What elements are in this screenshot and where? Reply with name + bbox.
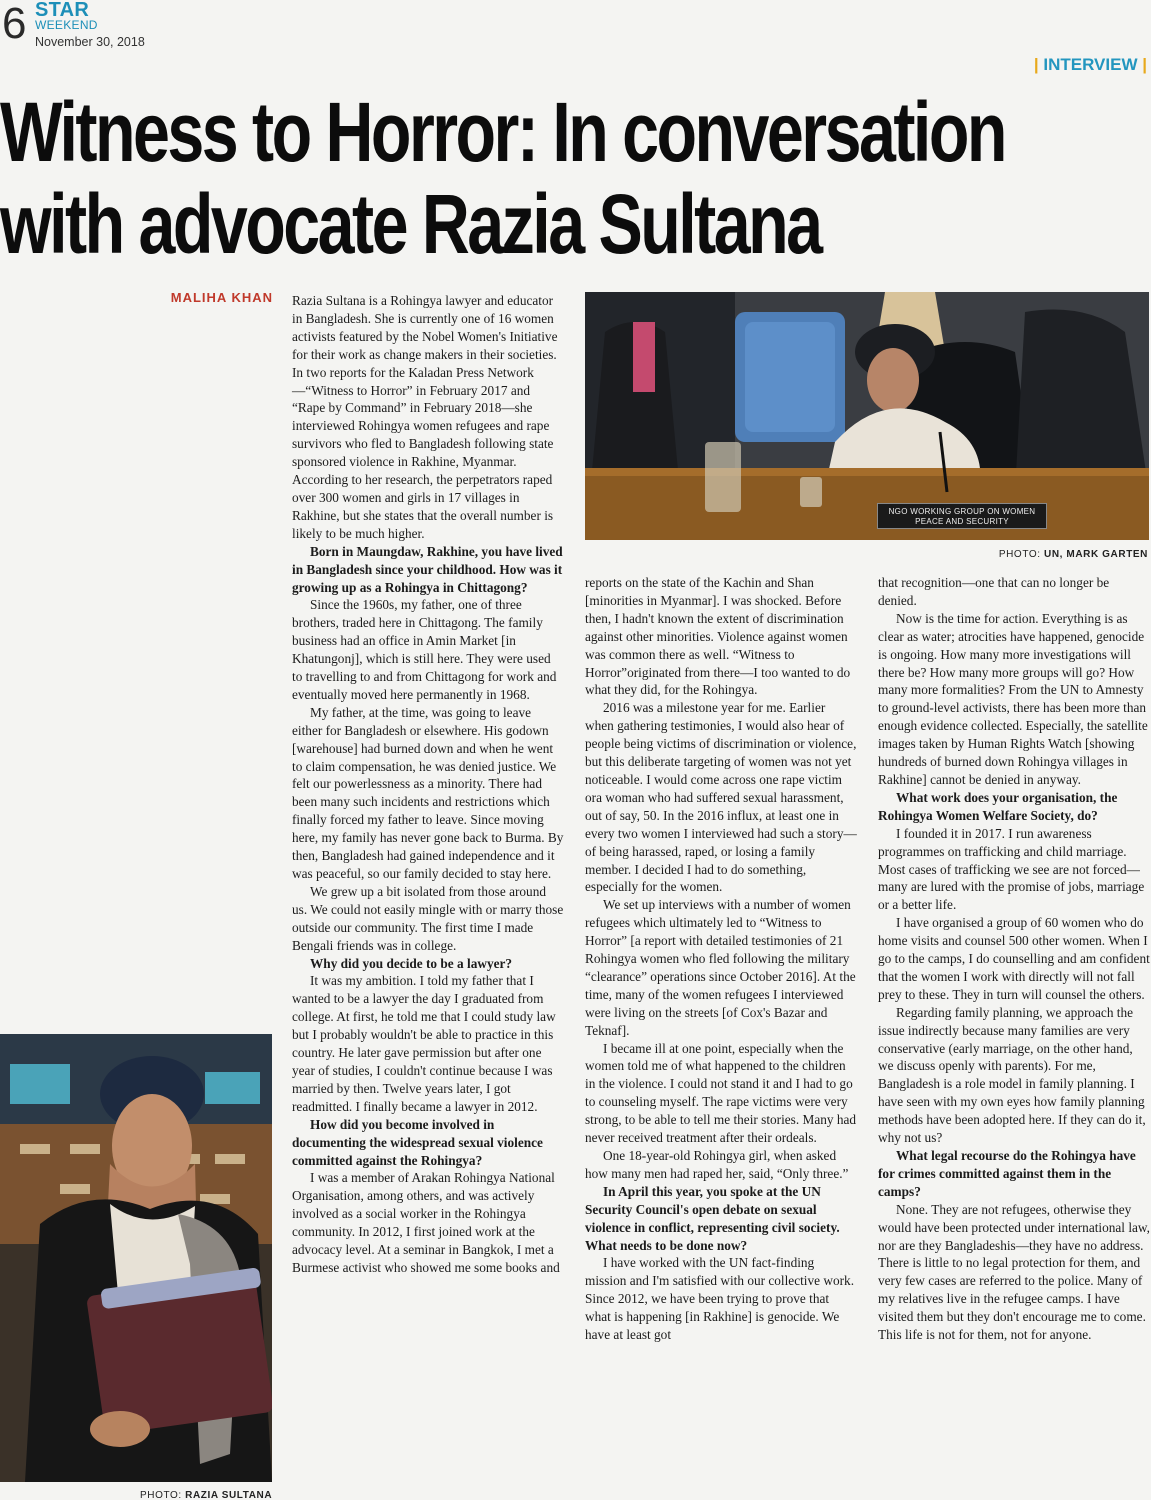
byline: MALIHA KHAN: [170, 290, 273, 305]
photo-portrait-illustration: [0, 1034, 272, 1482]
page-number: 6: [2, 0, 27, 48]
answer-paragraph: We set up interviews with a number of women refugees which ultimately led to “Witness to Horror” [a report with detailed testimonies of 21 Rohingya women who fled following the military “clearance” operations since October 2016]. At the time, many of the women refugees I interviewed were living on the streets [of Cox's Bazar and Teknaf].: [585, 897, 856, 1038]
photo-un-security-council: [585, 292, 1149, 540]
brand-logo: STAR: [35, 0, 90, 21]
article-column-3: [878, 574, 1150, 1344]
issue-date: November 30, 2018: [35, 35, 145, 49]
question-organisation: What work does your organisation, the Rohingya Women Welfare Society, do?: [878, 789, 1118, 823]
photo-credit-main: [999, 549, 1148, 561]
answer-paragraph: Regarding family planning, we approach the issue indirectly because many families are very conservative (early marriage, on the other hand, we discuss openly with parents). For me, Bangladesh is a role model in family planning. I have seen with my own eyes how family planning methods have been adopted here. If they can do it, why not us?: [878, 1004, 1146, 1146]
section-tag: [1034, 54, 1147, 76]
answer-paragraph: Now is the time for action. Everything is as clear as water; atrocities have happened, genocide is ongoing. How many more investigations will there be? How many more groups will go? How many more formalities? From the UN to Amnesty to ground-level activists, there has been more than enough evidence collected. Especially, the satellite images taken by Human Rights Watch [showing hundreds of burned down Rohingya villages in Rakhine] cannot be denied in anyway.: [878, 610, 1148, 787]
headline: [0, 85, 1005, 271]
answer-paragraph: I became ill at one point, especially when the women told me of what happened to the children in the violence. I could not stand it and I had to go to counseling myself. The rape victims were very strong, to be able to tell me their stories. Many had never received treatment after their ordeals.: [585, 1040, 857, 1146]
photo-credit-name: UN, MARK GARTEN: [1044, 549, 1148, 560]
answer-paragraph: I have worked with the UN fact-finding mission and I'm satisfied with our collective work. Since 2012, we have been trying to prove that what is happening [in Rakhine] is genocide. We have at least got: [585, 1255, 855, 1343]
question-why-lawyer: Why did you decide to be a lawyer?: [310, 955, 513, 971]
brand-subtitle: WEEKEND: [35, 18, 98, 32]
intro-paragraph: Razia Sultana is a Rohingya lawyer and educator in Bangladesh. She is currently one of 16 women activists featured by the Nobel Women's Initiative for their work as change makers in their societies. In two reports for the Kaladan Press Network—“Witness to Horror” in February 2017 and “Rape by Command” in February 2018—she interviewed Rohingya women refugees and rape survivors who fled to Bangladesh following state sponsored violence in Rakhine, Myanmar. According to her research, the perpetrators raped over 300 women and girls in 17 villages in Rakhine, but she states that the overall number is likely to be much higher.: [292, 293, 558, 541]
question-involvement: How did you become involved in documenting the widespread sexual violence committed against the Rohingya?: [292, 1116, 543, 1168]
photo-credit-side: [140, 1490, 272, 1500]
section-bar-left: |: [1033, 55, 1039, 74]
answer-paragraph: My father, at the time, was going to leave either for Bangladesh or elsewhere. His godown [warehouse] had burned down and when he went to claim compensation, he was denied justice. We felt our powerlessness as a minority. There had been many such incidents and restrictions which finally forced my father to leave. Since moving here, my family has never gone back to Burma. By then, Bangladesh had gained independence and it was peaceful, so our family decided to stay here.: [292, 704, 564, 881]
answer-paragraph: I was a member of Arakan Rohingya National Organisation, among others, and was actively involved as a social worker in the Rohingya community. In 2012, I first joined work at the advocacy level. At a seminar in Bangkok, I met a Burmese activist who showed me some books and: [292, 1170, 560, 1275]
answer-paragraph: We grew up a bit isolated from those around us. We could not easily mingle with or marry those outside our community. The first time I made Bengali friends was in college.: [292, 883, 564, 953]
section-bar-right: |: [1142, 55, 1147, 74]
photo-credit-label: PHOTO:: [998, 549, 1041, 560]
answer-paragraph: I founded it in 2017. I run awareness programmes on trafficking and child marriage. Most cases of trafficking we see are not forced—many are lured with the promise of jobs, marriage or a better life.: [878, 825, 1145, 913]
answer-paragraph: reports on the state of the Kachin and Shan [minorities in Myanmar]. I was shocked. Before then, I hadn't known the extent of discrimination against other minorities. Violence against women was common there as well. “Witness to Horror”originated from there—I too wanted to do what they did, for the Rohingya.: [585, 575, 851, 698]
photo-un-illustration: [585, 292, 1149, 540]
headline-line-1: Witness to Horror: In conversation: [0, 85, 1005, 179]
headline-line-2: with advocate Razia Sultana: [0, 177, 821, 271]
article-column-2: [585, 574, 857, 1344]
photo-razia-sultana-portrait: [0, 1034, 272, 1482]
answer-paragraph: I have organised a group of 60 women who do home visits and counsel 500 other women. When I go to the camps, I do counselling and am confident that the women I work with directly will not fall prey to these. They in turn will counsel the others.: [878, 915, 1150, 1002]
photo-credit-side-label: PHOTO:: [140, 1490, 182, 1500]
article-column-1: [292, 292, 564, 1277]
answer-paragraph: None. They are not refugees, otherwise they would have been protected under international law, nor are they Bangladeshis—they have no address. There is little to no legal protection for them, and very few cases are referred to the police. Many of my relatives live in the refugee camps. I have visited them but they don't encourage me to come. This life is not for them, not for anyone.: [878, 1201, 1150, 1343]
placard-line-1: NGO WORKING GROUP ON WOMEN: [888, 507, 1036, 516]
answer-paragraph: 2016 was a milestone year for me. Earlier when gathering testimonies, I would also hear of people being victims of discrimination or violence, but this deliberate targeting of women was not yet noticeable. I would come across one rape victim ora woman who had suffered sexual harassment, out of say, 50. In the 2016 influx, at least one in every two women I interviewed had such a story—of being harassed, raped, or losing a family member. I decided I had to do something, especially for the women.: [585, 700, 857, 895]
ngo-placard: [877, 503, 1047, 529]
question-growing-up: Born in Maungdaw, Rakhine, you have lived in Bangladesh since your childhood. How was it growing up as a Rohingya in Chittagong?: [292, 543, 563, 595]
section-label: INTERVIEW: [1043, 55, 1138, 74]
answer-paragraph: Since the 1960s, my father, one of three brothers, traded here in Chittagong. The family business had an office in Amin Market [in Khatungonj], which is still here. They were used to travelling to and from Chittagong for work and eventually moved here permanently in 1968.: [292, 597, 557, 702]
question-legal-recourse: What legal recourse do the Rohingya have for crimes committed against them in the camps?: [878, 1148, 1136, 1199]
question-un-security-council: In April this year, you spoke at the UN Security Council's open debate on sexual violence in conflict, representing civil society. What needs to be done now?: [585, 1183, 840, 1253]
photo-credit-side-name: RAZIA SULTANA: [185, 1490, 273, 1500]
answer-paragraph: One 18-year-old Rohingya girl, when asked how many men had raped her, said, “Only three.”: [585, 1148, 849, 1181]
answer-paragraph: It was my ambition. I told my father that I wanted to be a lawyer the day I graduated from college. At first, he told me that I could study law but I probably wouldn't be able to practice in this country. He later gave permission but after one year of studies, I couldn't continue because I was married by then. Twelve years later, I got readmitted. I finally became a lawyer in 2012.: [292, 973, 556, 1114]
placard-line-2: PEACE AND SECURITY: [915, 517, 1009, 526]
answer-paragraph: that recognition—one that can no longer be denied.: [878, 575, 1110, 608]
